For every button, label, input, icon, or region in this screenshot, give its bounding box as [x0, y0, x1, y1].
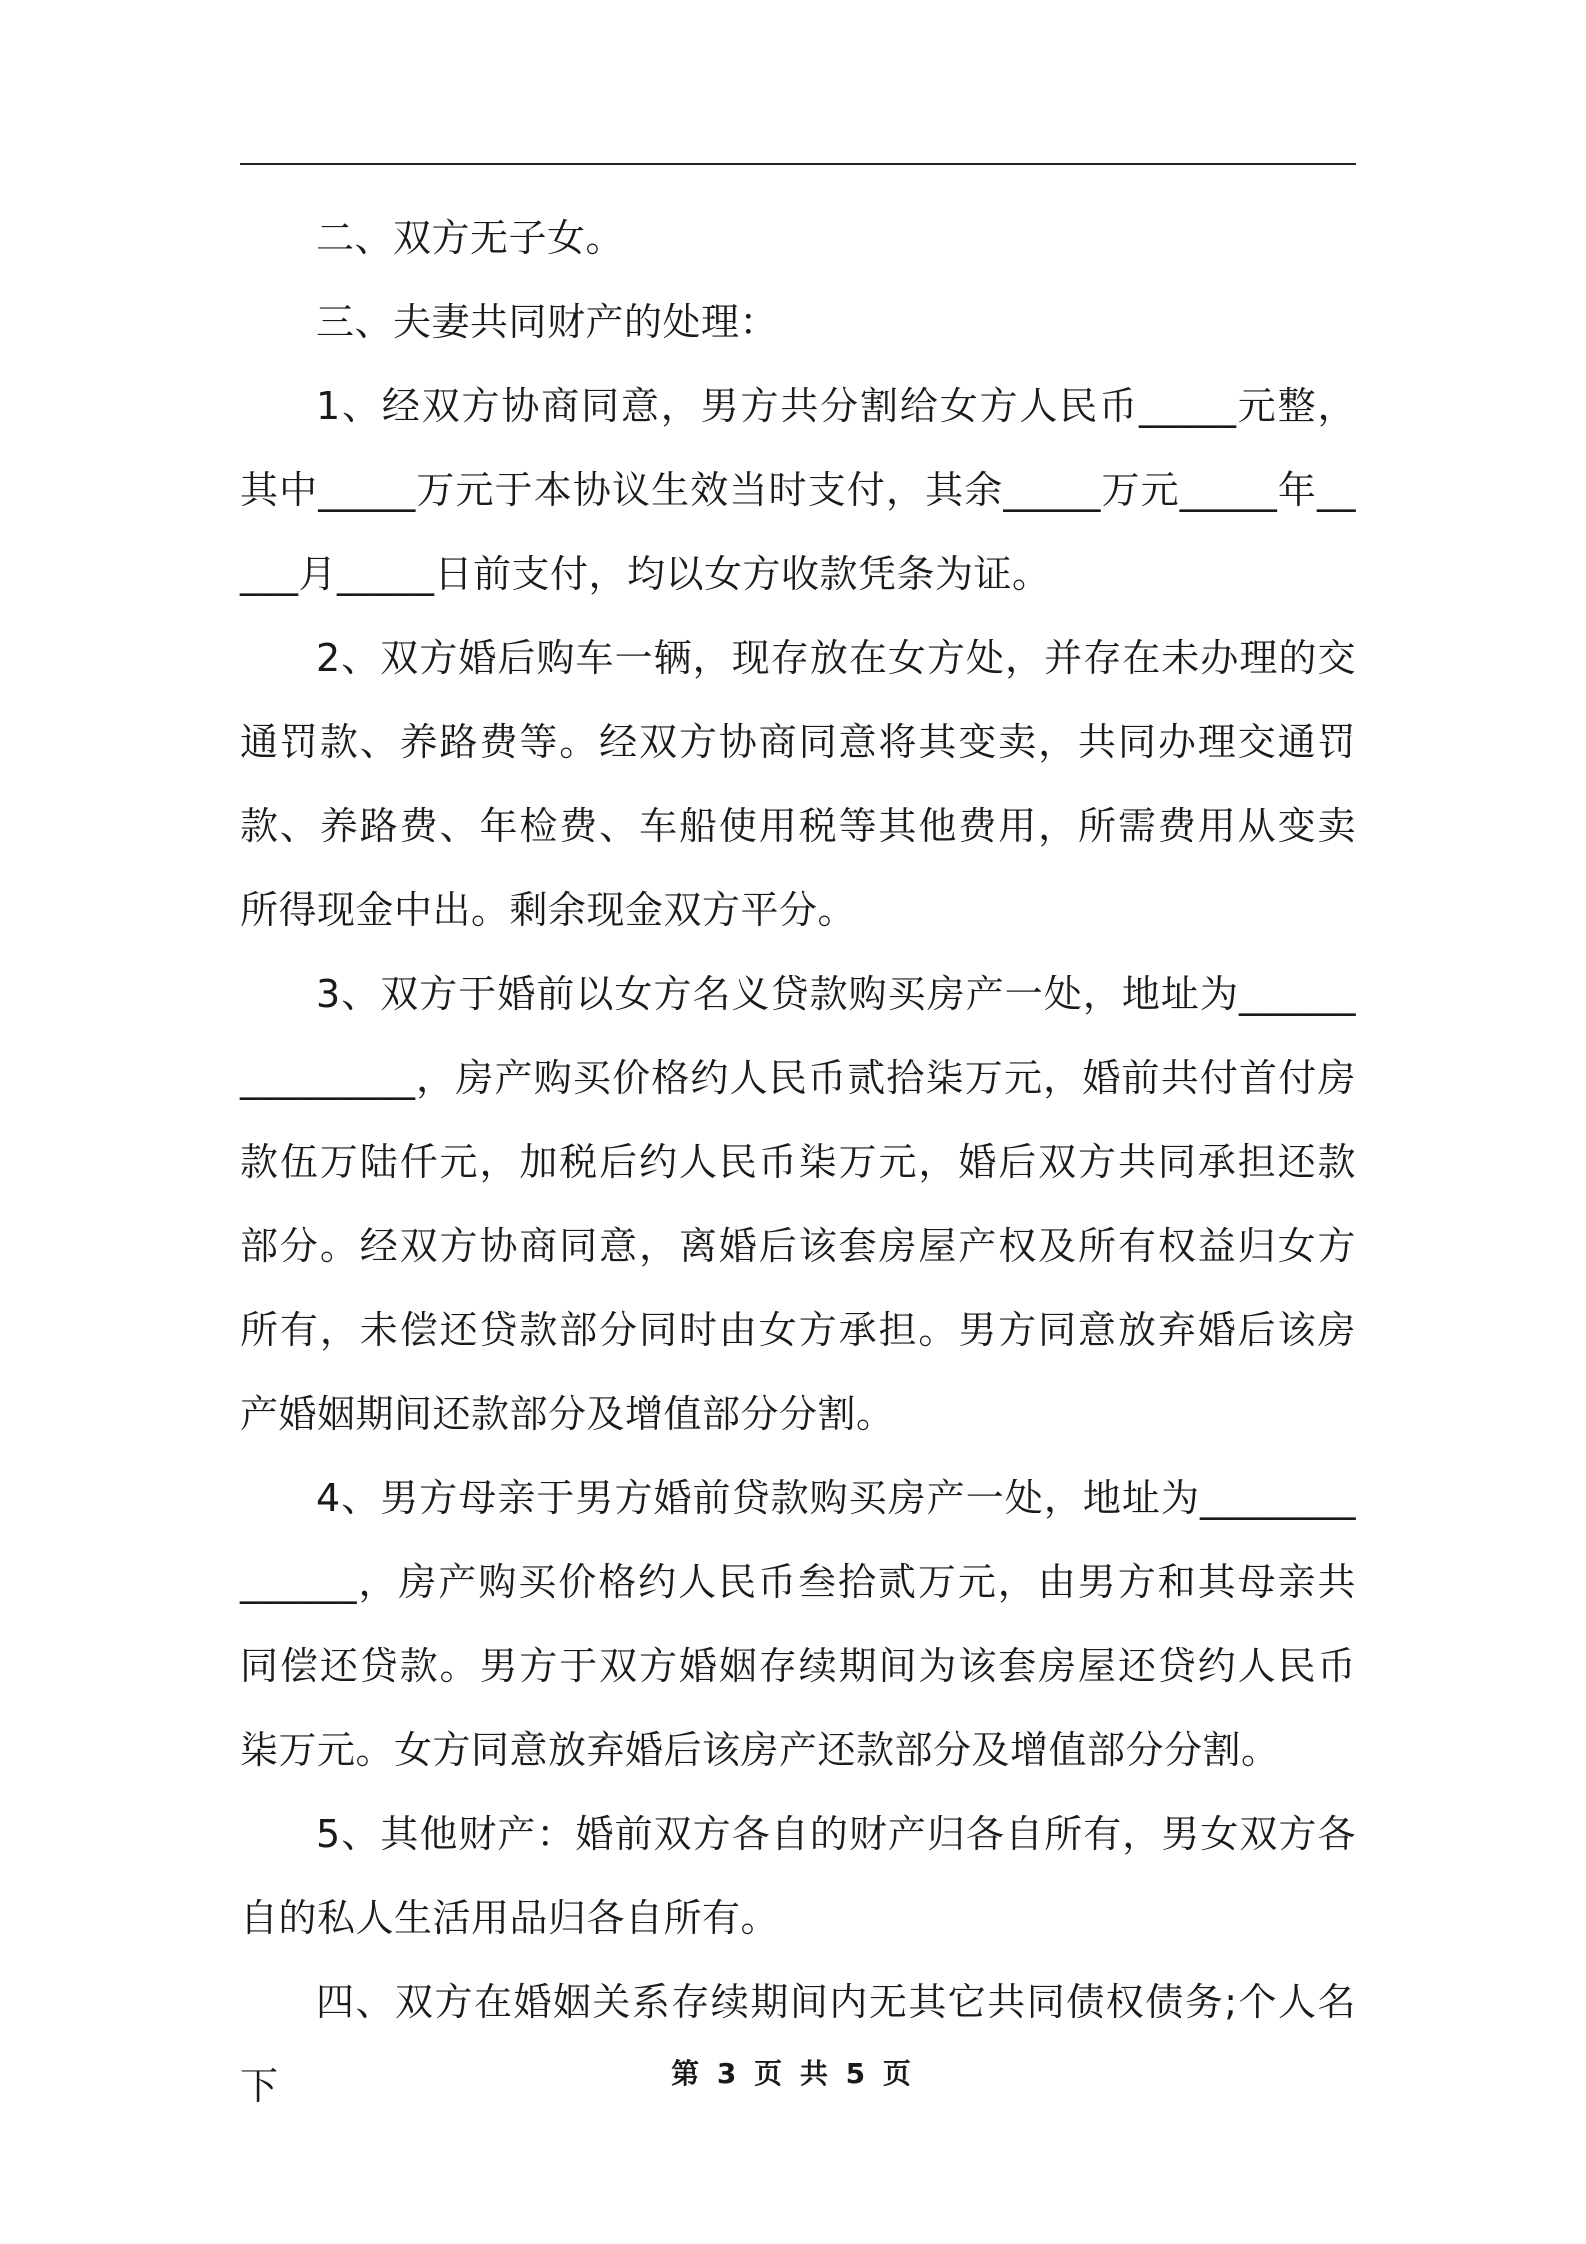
paragraph-cash-division: 1、经双方协商同意，男方共分割给女方人民币_____元整，其中_____万元于本协议生效当时支付，其余_____万元_____年_____月_____日前支付，均以女方收款凭条为证。 [240, 384, 1356, 596]
paragraph-male-mother-house: 4、男方母亲于男方婚前贷款购买房产一处，地址为______________，房产购买价格约人民币叁拾贰万元，由男方和其母亲共同偿还贷款。男方于双方婚姻存续期间为该套房屋还贷约人民币柒万元。女方同意放弃婚后该房产还款部分及增值部分分割。 [240, 1476, 1356, 1772]
paragraph-joint-property-heading: 三、夫妻共同财产的处理： [316, 300, 779, 344]
paragraph-female-house: 3、双方于婚前以女方名义贷款购买房产一处，地址为_______________，房产购买价格约人民币贰拾柒万元，婚前共付首付房款伍万陆仟元，加税后约人民币柒万元，婚后双方共同承担还款部分。经双方协商同意，离婚后该套房屋产权及所有权益归女方所有，未偿还贷款部分同时由女方承担。男方同意放弃婚后该房产婚姻期间还款部分及增值部分分割。 [240, 972, 1356, 1436]
paragraph-vehicle: 2、双方婚后购车一辆，现存放在女方处，并存在未办理的交通罚款、养路费等。经双方协商同意将其变卖，共同办理交通罚款、养路费、年检费、车船使用税等其他费用，所需费用从变卖所得现金中出。剩余现金双方平分。 [240, 636, 1356, 932]
page-number: 第 3 页 共 5 页 [671, 2057, 915, 2090]
paragraph-debts: 四、双方在婚姻关系存续期间内无其它共同债权债务;个人名下 [240, 1980, 1356, 2108]
paragraph-other-property: 5、其他财产：婚前双方各自的财产归各自所有，男女双方各自的私人生活用品归各自所有。 [240, 1812, 1356, 1940]
document-body [240, 196, 1356, 2128]
header-rule [240, 163, 1356, 165]
paragraph-no-children: 二、双方无子女。 [316, 216, 625, 260]
